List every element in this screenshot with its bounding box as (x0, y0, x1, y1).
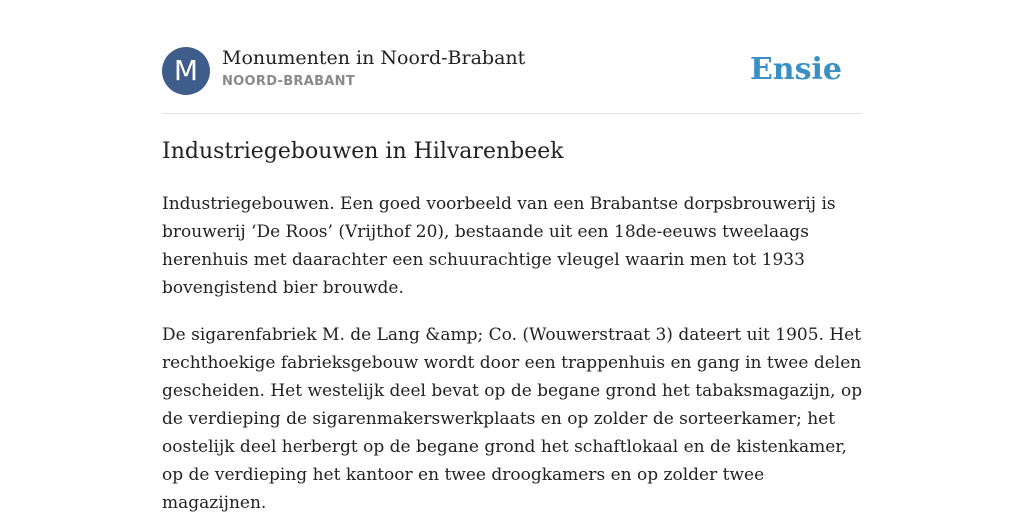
paragraph-line: op de verdieping het kantoor en twee droogkamers en op zolder twee (162, 465, 765, 485)
paragraph-line: gescheiden. Het westelijk deel bevat op de begane grond het tabaksmagazijn, op (162, 381, 863, 401)
source-subtitle: NOORD-BRABANT (222, 74, 356, 89)
article-title: Industriegebouwen in Hilvarenbeek (162, 139, 564, 164)
ensie-logo[interactable]: Ensie (749, 52, 842, 87)
source-name-link[interactable]: Monumenten in Noord-Brabant (222, 47, 526, 69)
article-paragraph-1 (162, 190, 862, 302)
paragraph-line: de verdieping de sigarenmakerswerkplaats en op zolder de sorteerkamer; het (162, 409, 836, 429)
paragraph-line: De sigarenfabriek M. de Lang &amp; Co. (Wouwerstraat 3) dateert uit 1905. Het (162, 325, 862, 345)
paragraph-line: Industriegebouwen. Een goed voorbeeld van een Brabantse dorpsbrouwerij is (162, 194, 836, 214)
paragraph-line: bovengistend bier brouwde. (162, 278, 404, 298)
source-header (162, 46, 862, 96)
paragraph-line: brouwerij ‘De Roos’ (Vrijthof 20), bestaande uit een 18de-eeuws tweelaags (162, 222, 809, 242)
paragraph-line: oostelijk deel herbergt op de begane grond het schaftlokaal en de kistenkamer, (162, 437, 847, 457)
header-divider (162, 113, 862, 114)
paragraph-line: magazijnen. (162, 493, 267, 512)
source-avatar[interactable]: M (162, 47, 210, 95)
paragraph-line: herenhuis met daarachter een schuurachtige vleugel waarin men tot 1933 (162, 250, 805, 270)
paragraph-line: rechthoekige fabrieksgebouw wordt door een trappenhuis en gang in twee delen (162, 353, 862, 373)
article-paragraph-2 (162, 321, 862, 512)
